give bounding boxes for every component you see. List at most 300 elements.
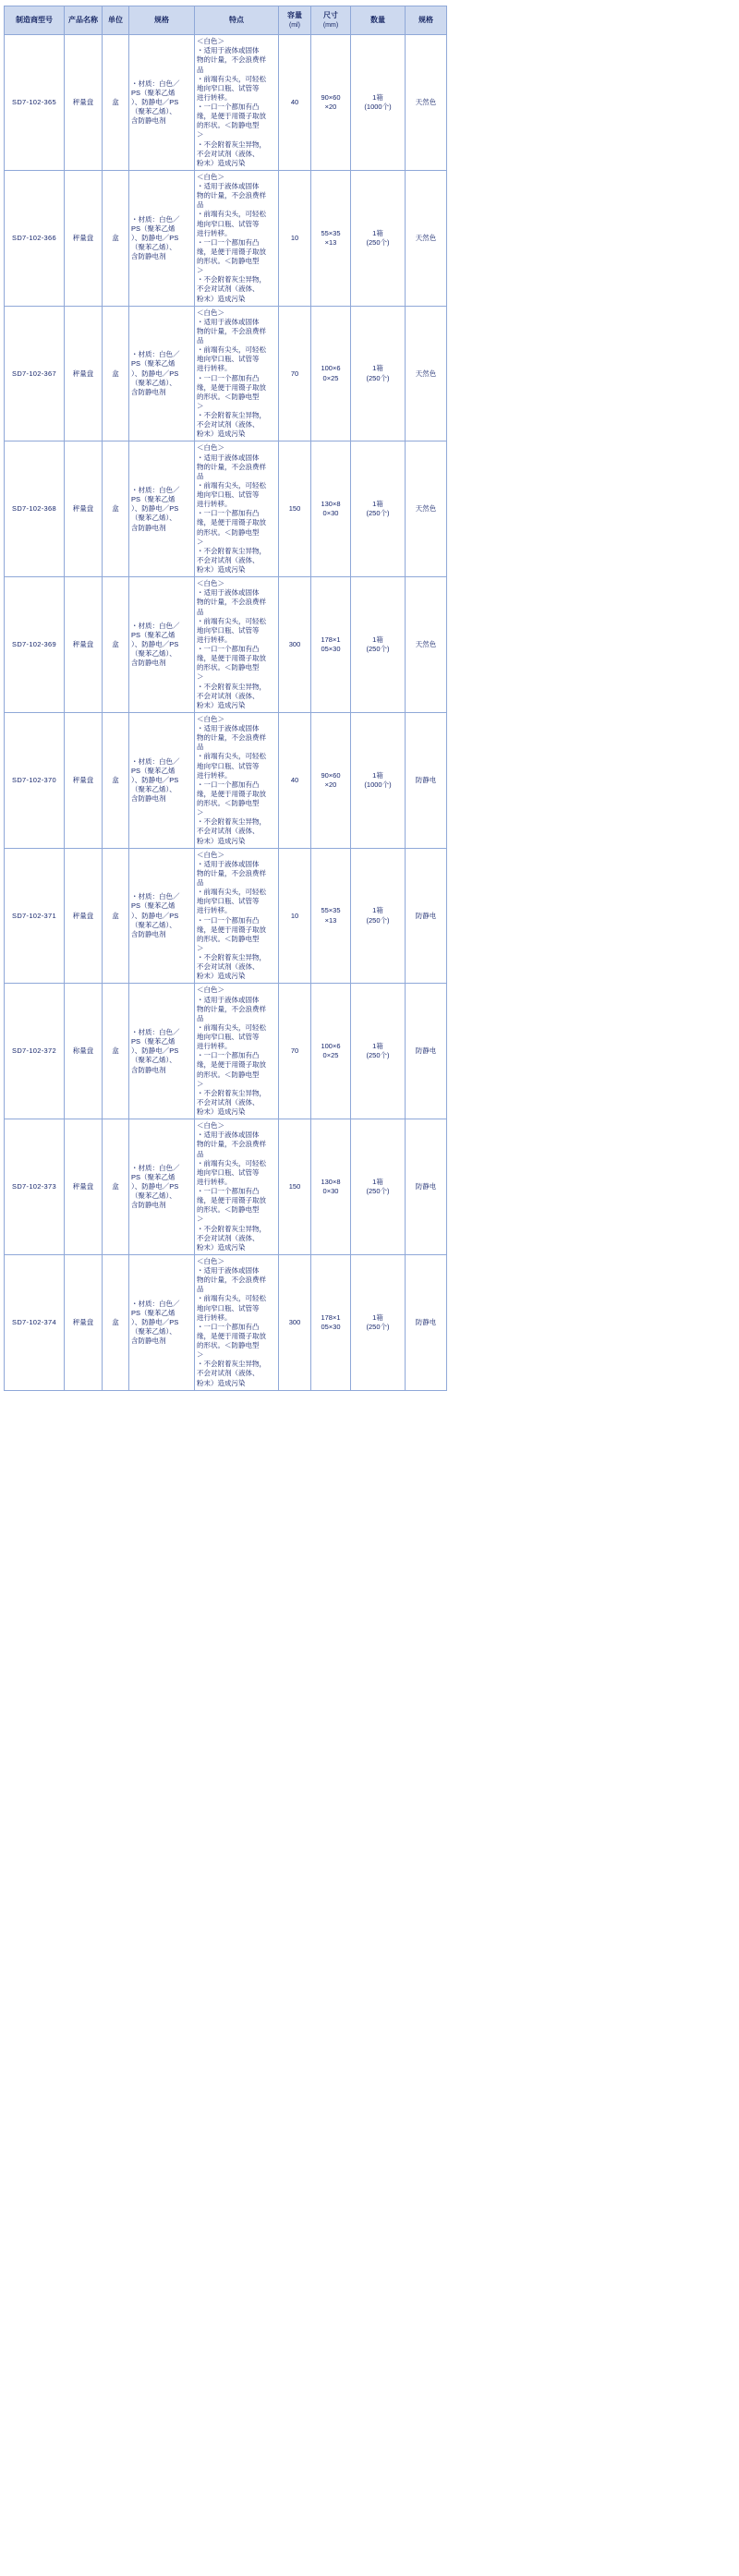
header-unit: 单位 bbox=[103, 6, 129, 35]
table-header-row bbox=[5, 6, 447, 35]
table-row bbox=[5, 35, 447, 171]
feature-line: 品 bbox=[197, 471, 204, 480]
quantity-line: 1箱 bbox=[372, 1312, 383, 1322]
feature-line: 粉末）造成污染 bbox=[197, 700, 246, 709]
cell-model: SD7-102-370 bbox=[5, 712, 65, 848]
cell-quantity bbox=[351, 1254, 406, 1390]
feature-line: ・前端有尖头，可轻松 bbox=[197, 74, 266, 83]
feature-line: 物的计量，不会浪费样 bbox=[197, 326, 266, 335]
feature-line: ・前端有尖头，可轻松 bbox=[197, 752, 266, 761]
cell-model: SD7-102-365 bbox=[5, 35, 65, 171]
feature-line: ・不会附着灰尘异物， bbox=[197, 546, 266, 555]
feature-line: ＜白色＞ bbox=[197, 986, 224, 995]
spec-line: ・材质：白色／ bbox=[131, 1163, 180, 1172]
header-product-name: 产品名称 bbox=[65, 6, 103, 35]
table-row bbox=[5, 306, 447, 441]
spec-line: ・材质：白色／ bbox=[131, 79, 180, 88]
size-line: 05×30 bbox=[321, 645, 341, 654]
feature-line: 进行转移。 bbox=[197, 1177, 232, 1186]
feature-line: ・前端有尖头，可轻松 bbox=[197, 1022, 266, 1032]
table-row bbox=[5, 170, 447, 306]
cell-spec bbox=[129, 1254, 195, 1390]
feature-line: 的形状。＜防静电型 bbox=[197, 392, 260, 401]
cell-spec bbox=[129, 170, 195, 306]
feature-line: 物的计量，不会浪费样 bbox=[197, 55, 266, 65]
feature-line: 不会对试剂（液体、 bbox=[197, 1369, 260, 1378]
feature-line: ＞ bbox=[197, 401, 204, 410]
feature-line: 粉末）造成污染 bbox=[197, 158, 246, 167]
quantity-line: (1000个) bbox=[364, 780, 392, 789]
spec-line: ・材质：白色／ bbox=[131, 756, 180, 766]
feature-line: ・一口一个都加有凸 bbox=[197, 1322, 260, 1331]
feature-line: ・不会附着灰尘异物， bbox=[197, 817, 266, 827]
feature-line: 品 bbox=[197, 607, 204, 616]
cell-feature bbox=[195, 170, 279, 306]
feature-line: 物的计量，不会浪费样 bbox=[197, 191, 266, 200]
feature-line: 的形状。＜防静电型 bbox=[197, 257, 260, 266]
feature-line: 不会对试剂（液体、 bbox=[197, 420, 260, 429]
cell-color-spec: 防静电 bbox=[406, 712, 447, 848]
feature-line: 进行转移。 bbox=[197, 635, 232, 644]
feature-line: 的形状。＜防静电型 bbox=[197, 1070, 260, 1079]
feature-line: ・一口一个都加有凸 bbox=[197, 645, 260, 654]
cell-spec bbox=[129, 712, 195, 848]
spec-line: 含防静电剂 bbox=[131, 387, 166, 396]
feature-line: ・一口一个都加有凸 bbox=[197, 509, 260, 518]
feature-line: 品 bbox=[197, 1149, 204, 1158]
quantity-line: (250个) bbox=[366, 1322, 390, 1331]
spec-line: ）、防静电／PS bbox=[131, 1046, 179, 1056]
feature-line: ・适用于液体或固体 bbox=[197, 1131, 260, 1140]
table-row bbox=[5, 1254, 447, 1390]
feature-line: ・一口一个都加有凸 bbox=[197, 780, 260, 789]
size-line: 130×8 bbox=[321, 1177, 341, 1186]
cell-capacity: 10 bbox=[279, 848, 311, 984]
cell-capacity: 300 bbox=[279, 577, 311, 713]
feature-line: 物的计量，不会浪费样 bbox=[197, 462, 266, 471]
feature-line: ・一口一个都加有凸 bbox=[197, 373, 260, 382]
cell-capacity: 40 bbox=[279, 35, 311, 171]
cell-quantity bbox=[351, 577, 406, 713]
table-body bbox=[5, 35, 447, 1391]
cell-spec bbox=[129, 848, 195, 984]
feature-line: 的形状。＜防静电型 bbox=[197, 799, 260, 808]
cell-product-name: 秤量盘 bbox=[65, 35, 103, 171]
table-row bbox=[5, 441, 447, 577]
spec-line: ・材质：白色／ bbox=[131, 350, 180, 359]
spec-line: 含防静电剂 bbox=[131, 1201, 166, 1210]
cell-size bbox=[311, 984, 351, 1119]
product-table bbox=[4, 6, 447, 1391]
size-line: ×13 bbox=[324, 915, 337, 925]
cell-unit: 盒 bbox=[103, 306, 129, 441]
spec-line: PS（聚苯乙烯 bbox=[131, 766, 176, 775]
feature-line: ＞ bbox=[197, 943, 204, 952]
feature-line: ・不会附着灰尘异物， bbox=[197, 682, 266, 691]
quantity-line: (250个) bbox=[366, 373, 390, 382]
cell-model: SD7-102-373 bbox=[5, 1119, 65, 1255]
feature-line: ・一口一个都加有凸 bbox=[197, 103, 260, 112]
spec-line: PS（聚苯乙烯 bbox=[131, 495, 176, 504]
feature-line: ＞ bbox=[197, 1215, 204, 1224]
spec-line: ・材质：白色／ bbox=[131, 892, 180, 901]
feature-line: ・适用于液体或固体 bbox=[197, 995, 260, 1004]
cell-product-name: 秤量盘 bbox=[65, 1254, 103, 1390]
feature-line: ・不会附着灰尘异物， bbox=[197, 275, 266, 284]
cell-feature bbox=[195, 441, 279, 577]
size-line: 0×30 bbox=[322, 1187, 339, 1196]
cell-spec bbox=[129, 1119, 195, 1255]
quantity-line: 1箱 bbox=[372, 1042, 383, 1051]
spec-line: PS（聚苯乙烯 bbox=[131, 1172, 176, 1181]
size-line: 0×25 bbox=[322, 373, 339, 382]
feature-line: 缘，是便于用镊子取放 bbox=[197, 789, 266, 798]
cell-feature bbox=[195, 712, 279, 848]
cell-quantity bbox=[351, 712, 406, 848]
spec-line: （聚苯乙烯）、 bbox=[131, 1056, 176, 1065]
spec-line: ・材质：白色／ bbox=[131, 621, 180, 630]
cell-color-spec: 天然色 bbox=[406, 35, 447, 171]
feature-line: 缘，是便于用镊子取放 bbox=[197, 382, 266, 392]
cell-model: SD7-102-374 bbox=[5, 1254, 65, 1390]
quantity-line: 1箱 bbox=[372, 635, 383, 644]
feature-line: ・前端有尖头，可轻松 bbox=[197, 345, 266, 355]
cell-size bbox=[311, 712, 351, 848]
feature-line: 进行转移。 bbox=[197, 228, 232, 237]
feature-line: 的形状。＜防静电型 bbox=[197, 934, 260, 943]
cell-size bbox=[311, 1254, 351, 1390]
feature-line: 粉末）造成污染 bbox=[197, 429, 246, 439]
table-row bbox=[5, 712, 447, 848]
feature-line: ＜白色＞ bbox=[197, 579, 224, 588]
cell-model: SD7-102-371 bbox=[5, 848, 65, 984]
spec-line: PS（聚苯乙烯 bbox=[131, 359, 176, 369]
feature-line: 品 bbox=[197, 878, 204, 888]
feature-line: ＜白色＞ bbox=[197, 308, 224, 317]
spec-line: 含防静电剂 bbox=[131, 523, 166, 532]
cell-feature bbox=[195, 1119, 279, 1255]
size-line: 90×60 bbox=[321, 770, 341, 780]
feature-line: 粉末）造成污染 bbox=[197, 1242, 246, 1252]
cell-unit: 盒 bbox=[103, 848, 129, 984]
spec-line: ）、防静电／PS bbox=[131, 369, 179, 378]
feature-line: ・适用于液体或固体 bbox=[197, 182, 260, 191]
feature-line: ・一口一个都加有凸 bbox=[197, 1051, 260, 1060]
quantity-line: 1箱 bbox=[372, 1177, 383, 1186]
quantity-line: (250个) bbox=[366, 645, 390, 654]
header-capacity-main: 容量 bbox=[287, 11, 302, 19]
feature-line: 的形状。＜防静电型 bbox=[197, 121, 260, 130]
cell-capacity: 150 bbox=[279, 441, 311, 577]
spec-line: （聚苯乙烯）、 bbox=[131, 649, 176, 659]
cell-model: SD7-102-368 bbox=[5, 441, 65, 577]
spec-line: ・材质：白色／ bbox=[131, 1299, 180, 1308]
cell-product-name: 秤量盘 bbox=[65, 712, 103, 848]
cell-unit: 盒 bbox=[103, 170, 129, 306]
feature-line: 的形状。＜防静电型 bbox=[197, 1341, 260, 1350]
spec-line: ・材质：白色／ bbox=[131, 486, 180, 495]
quantity-line: (1000个) bbox=[364, 103, 392, 112]
cell-spec bbox=[129, 984, 195, 1119]
spec-line: 含防静电剂 bbox=[131, 252, 166, 261]
cell-product-name: 称量盘 bbox=[65, 984, 103, 1119]
feature-line: 进行转移。 bbox=[197, 500, 232, 509]
feature-line: ・前端有尖头，可轻松 bbox=[197, 480, 266, 490]
feature-line: ＞ bbox=[197, 537, 204, 546]
feature-line: ・前端有尖头，可轻松 bbox=[197, 616, 266, 625]
cell-model: SD7-102-367 bbox=[5, 306, 65, 441]
cell-unit: 盒 bbox=[103, 441, 129, 577]
cell-quantity bbox=[351, 848, 406, 984]
feature-line: 不会对试剂（液体、 bbox=[197, 1233, 260, 1242]
cell-color-spec: 防静电 bbox=[406, 1254, 447, 1390]
feature-line: ・适用于液体或固体 bbox=[197, 317, 260, 326]
feature-line: ・适用于液体或固体 bbox=[197, 859, 260, 868]
size-line: 05×30 bbox=[321, 1322, 341, 1331]
cell-feature bbox=[195, 35, 279, 171]
cell-model: SD7-102-366 bbox=[5, 170, 65, 306]
feature-line: 进行转移。 bbox=[197, 92, 232, 102]
feature-line: 品 bbox=[197, 336, 204, 345]
table-row bbox=[5, 848, 447, 984]
cell-quantity bbox=[351, 441, 406, 577]
feature-line: 物的计量，不会浪费样 bbox=[197, 868, 266, 877]
size-line: 178×1 bbox=[321, 635, 341, 644]
spec-line: （聚苯乙烯）、 bbox=[131, 920, 176, 929]
feature-line: 地向窄口瓶、试管等 bbox=[197, 1033, 260, 1042]
feature-line: 物的计量，不会浪费样 bbox=[197, 733, 266, 743]
feature-line: ＜白色＞ bbox=[197, 172, 224, 181]
cell-feature bbox=[195, 848, 279, 984]
cell-color-spec: 天然色 bbox=[406, 170, 447, 306]
cell-capacity: 70 bbox=[279, 306, 311, 441]
feature-line: 地向窄口瓶、试管等 bbox=[197, 625, 260, 635]
cell-spec bbox=[129, 35, 195, 171]
cell-product-name: 秤量盘 bbox=[65, 306, 103, 441]
spec-line: ）、防静电／PS bbox=[131, 233, 179, 242]
feature-line: ・适用于液体或固体 bbox=[197, 46, 260, 55]
spec-line: 含防静电剂 bbox=[131, 1336, 166, 1346]
spec-line: PS（聚苯乙烯 bbox=[131, 224, 176, 233]
quantity-line: (250个) bbox=[366, 1187, 390, 1196]
cell-capacity: 70 bbox=[279, 984, 311, 1119]
size-line: 100×6 bbox=[321, 1042, 341, 1051]
header-color-spec: 规格 bbox=[406, 6, 447, 35]
quantity-line: (250个) bbox=[366, 915, 390, 925]
feature-line: ＞ bbox=[197, 1350, 204, 1360]
size-line: 0×30 bbox=[322, 509, 339, 518]
feature-line: 缘，是便于用镊子取放 bbox=[197, 247, 266, 256]
feature-line: ・不会附着灰尘异物， bbox=[197, 1088, 266, 1097]
cell-spec bbox=[129, 441, 195, 577]
feature-line: 粉末）造成污染 bbox=[197, 1107, 246, 1117]
spec-line: ・材质：白色／ bbox=[131, 1028, 180, 1037]
cell-product-name: 秤量盘 bbox=[65, 1119, 103, 1255]
spec-line: ）、防静电／PS bbox=[131, 640, 179, 649]
header-capacity bbox=[279, 6, 311, 35]
feature-line: 地向窄口瓶、试管等 bbox=[197, 83, 260, 92]
feature-line: ・前端有尖头，可轻松 bbox=[197, 1158, 266, 1167]
cell-product-name: 秤量盘 bbox=[65, 170, 103, 306]
cell-unit: 盒 bbox=[103, 712, 129, 848]
size-line: 0×25 bbox=[322, 1051, 339, 1060]
feature-line: 品 bbox=[197, 200, 204, 210]
spec-line: ）、防静电／PS bbox=[131, 775, 179, 784]
quantity-line: (250个) bbox=[366, 509, 390, 518]
cell-model: SD7-102-369 bbox=[5, 577, 65, 713]
feature-line: 缘，是便于用镊子取放 bbox=[197, 1196, 266, 1205]
feature-line: 不会对试剂（液体、 bbox=[197, 149, 260, 158]
cell-quantity bbox=[351, 35, 406, 171]
table-header bbox=[5, 6, 447, 35]
cell-size bbox=[311, 306, 351, 441]
size-line: ×13 bbox=[324, 237, 337, 247]
size-line: ×20 bbox=[324, 780, 337, 789]
spec-line: （聚苯乙烯）、 bbox=[131, 1191, 176, 1201]
feature-line: 不会对试剂（液体、 bbox=[197, 691, 260, 700]
spec-line: 含防静电剂 bbox=[131, 1065, 166, 1074]
quantity-line: 1箱 bbox=[372, 770, 383, 780]
feature-line: ＜白色＞ bbox=[197, 1256, 224, 1265]
cell-color-spec: 天然色 bbox=[406, 577, 447, 713]
cell-capacity: 300 bbox=[279, 1254, 311, 1390]
feature-line: 地向窄口瓶、试管等 bbox=[197, 1303, 260, 1312]
feature-line: 物的计量，不会浪费样 bbox=[197, 598, 266, 607]
feature-line: 地向窄口瓶、试管等 bbox=[197, 490, 260, 500]
cell-quantity bbox=[351, 1119, 406, 1255]
cell-unit: 盒 bbox=[103, 1119, 129, 1255]
cell-size bbox=[311, 35, 351, 171]
feature-line: ＞ bbox=[197, 672, 204, 682]
feature-line: 进行转移。 bbox=[197, 364, 232, 373]
feature-line: ・前端有尖头，可轻松 bbox=[197, 210, 266, 219]
feature-line: 进行转移。 bbox=[197, 906, 232, 915]
header-feature: 特点 bbox=[195, 6, 279, 35]
cell-size bbox=[311, 441, 351, 577]
spec-line: ）、防静电／PS bbox=[131, 504, 179, 514]
feature-line: 不会对试剂（液体、 bbox=[197, 555, 260, 564]
header-size-main: 尺寸 bbox=[323, 11, 338, 19]
cell-color-spec: 防静电 bbox=[406, 1119, 447, 1255]
feature-line: ＜白色＞ bbox=[197, 714, 224, 723]
cell-capacity: 150 bbox=[279, 1119, 311, 1255]
cell-quantity bbox=[351, 984, 406, 1119]
spec-line: （聚苯乙烯）、 bbox=[131, 1326, 176, 1336]
spec-line: PS（聚苯乙烯 bbox=[131, 1037, 176, 1046]
spec-line: 含防静电剂 bbox=[131, 659, 166, 668]
cell-model: SD7-102-372 bbox=[5, 984, 65, 1119]
feature-line: 粉末）造成污染 bbox=[197, 294, 246, 303]
spec-line: ）、防静电／PS bbox=[131, 1182, 179, 1191]
cell-unit: 盒 bbox=[103, 577, 129, 713]
size-line: 55×35 bbox=[321, 906, 341, 915]
feature-line: ・前端有尖头，可轻松 bbox=[197, 888, 266, 897]
quantity-line: 1箱 bbox=[372, 228, 383, 237]
feature-line: ・前端有尖头，可轻松 bbox=[197, 1294, 266, 1303]
size-line: 55×35 bbox=[321, 228, 341, 237]
cell-size bbox=[311, 848, 351, 984]
spec-line: PS（聚苯乙烯 bbox=[131, 88, 176, 97]
header-spec: 规格 bbox=[129, 6, 195, 35]
spec-line: PS（聚苯乙烯 bbox=[131, 1308, 176, 1317]
size-line: 100×6 bbox=[321, 364, 341, 373]
cell-quantity bbox=[351, 170, 406, 306]
size-line: 90×60 bbox=[321, 92, 341, 102]
feature-line: ＞ bbox=[197, 130, 204, 139]
spec-line: PS（聚苯乙烯 bbox=[131, 630, 176, 639]
feature-line: 粉末）造成污染 bbox=[197, 1378, 246, 1387]
feature-line: 品 bbox=[197, 743, 204, 752]
feature-line: 的形状。＜防静电型 bbox=[197, 527, 260, 537]
feature-line: ＞ bbox=[197, 808, 204, 817]
feature-line: ＜白色＞ bbox=[197, 1121, 224, 1131]
spec-line: PS（聚苯乙烯 bbox=[131, 901, 176, 911]
size-line: 130×8 bbox=[321, 500, 341, 509]
feature-line: 物的计量，不会浪费样 bbox=[197, 1140, 266, 1149]
spec-line: 含防静电剂 bbox=[131, 794, 166, 804]
cell-spec bbox=[129, 577, 195, 713]
feature-line: ・不会附着灰尘异物， bbox=[197, 1360, 266, 1369]
cell-capacity: 40 bbox=[279, 712, 311, 848]
header-model: 制造商型号 bbox=[5, 6, 65, 35]
feature-line: 不会对试剂（液体、 bbox=[197, 827, 260, 836]
feature-line: 地向窄口瓶、试管等 bbox=[197, 355, 260, 364]
cell-unit: 盒 bbox=[103, 1254, 129, 1390]
quantity-line: 1箱 bbox=[372, 364, 383, 373]
feature-line: ＜白色＞ bbox=[197, 850, 224, 859]
feature-line: ＞ bbox=[197, 266, 204, 275]
cell-color-spec: 天然色 bbox=[406, 441, 447, 577]
feature-line: 进行转移。 bbox=[197, 770, 232, 780]
cell-color-spec: 天然色 bbox=[406, 306, 447, 441]
feature-line: ・适用于液体或固体 bbox=[197, 1266, 260, 1276]
spec-line: ・材质：白色／ bbox=[131, 214, 180, 224]
cell-color-spec: 防静电 bbox=[406, 984, 447, 1119]
quantity-line: 1箱 bbox=[372, 500, 383, 509]
spec-line: （聚苯乙烯）、 bbox=[131, 242, 176, 251]
feature-line: 缘，是便于用镊子取放 bbox=[197, 1331, 266, 1340]
feature-line: 物的计量，不会浪费样 bbox=[197, 1276, 266, 1285]
cell-size bbox=[311, 170, 351, 306]
feature-line: ・一口一个都加有凸 bbox=[197, 1187, 260, 1196]
feature-line: 品 bbox=[197, 1285, 204, 1294]
quantity-line: (250个) bbox=[366, 237, 390, 247]
cell-size bbox=[311, 577, 351, 713]
feature-line: 品 bbox=[197, 1013, 204, 1022]
spec-line: 含防静电剂 bbox=[131, 929, 166, 938]
spec-line: （聚苯乙烯）、 bbox=[131, 784, 176, 793]
feature-line: 缘，是便于用镊子取放 bbox=[197, 112, 266, 121]
feature-line: 的形状。＜防静电型 bbox=[197, 1205, 260, 1215]
feature-line: ・不会附着灰尘异物， bbox=[197, 953, 266, 962]
spec-line: （聚苯乙烯）、 bbox=[131, 378, 176, 387]
table-row bbox=[5, 984, 447, 1119]
cell-quantity bbox=[351, 306, 406, 441]
cell-unit: 盒 bbox=[103, 984, 129, 1119]
cell-size bbox=[311, 1119, 351, 1255]
cell-product-name: 秤量盘 bbox=[65, 848, 103, 984]
header-size-unit: (mm) bbox=[322, 21, 339, 29]
cell-unit: 盒 bbox=[103, 35, 129, 171]
feature-line: 缘，是便于用镊子取放 bbox=[197, 1060, 266, 1070]
feature-line: ・不会附着灰尘异物， bbox=[197, 1224, 266, 1233]
feature-line: ・不会附着灰尘异物， bbox=[197, 411, 266, 420]
spec-line: ）、防静电／PS bbox=[131, 911, 179, 920]
feature-line: ＞ bbox=[197, 1079, 204, 1088]
spec-line: ）、防静电／PS bbox=[131, 1317, 179, 1326]
spec-line: ）、防静电／PS bbox=[131, 98, 179, 107]
feature-line: 粉末）造成污染 bbox=[197, 972, 246, 981]
